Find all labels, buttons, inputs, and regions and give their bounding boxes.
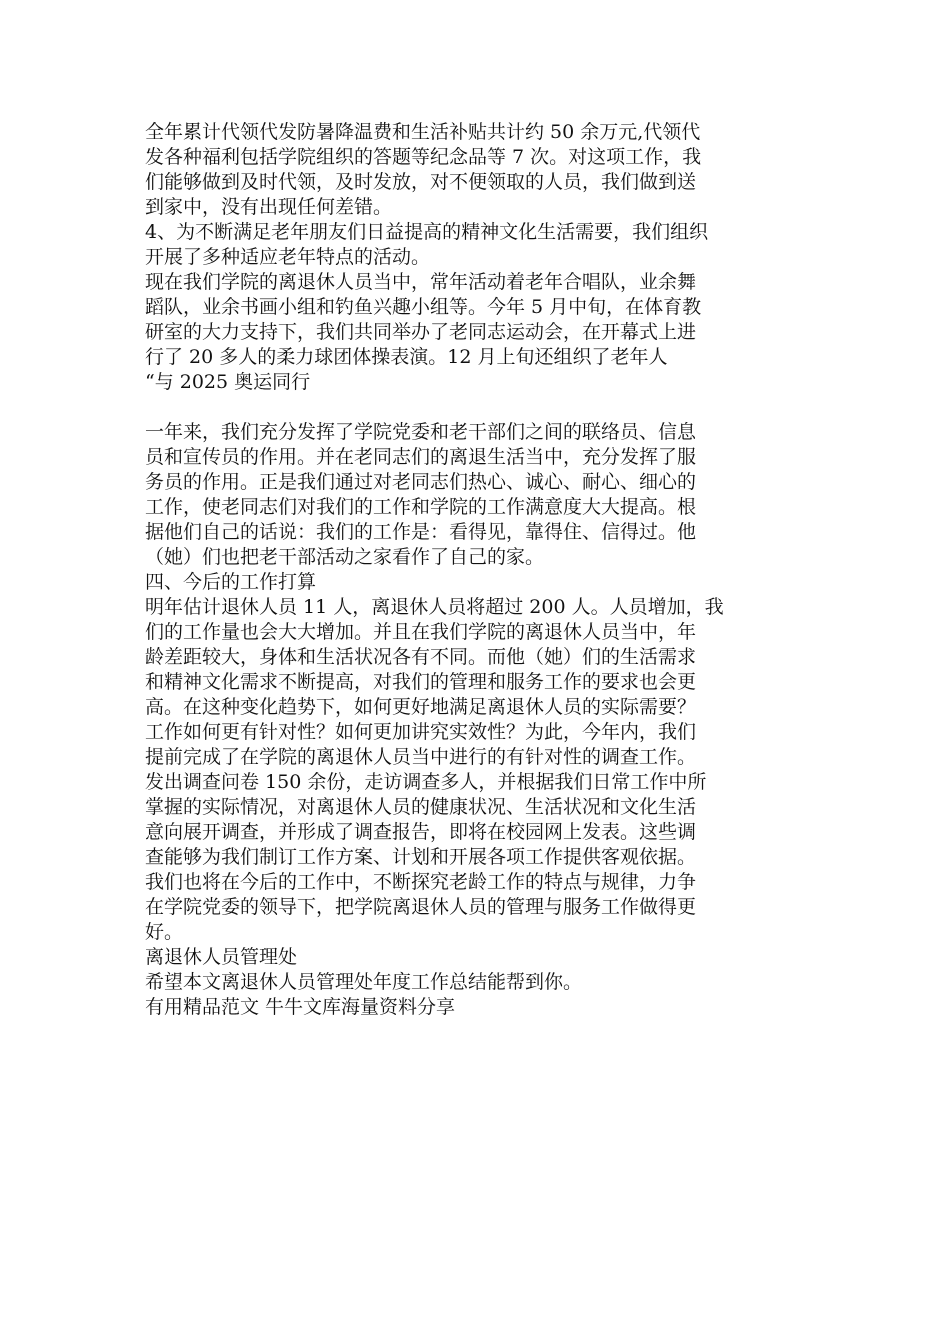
text-line: 高。在这种变化趋势下，如何更好地满足离退休人员的实际需要？: [145, 696, 697, 718]
text-line: 务员的作用。正是我们通过对老同志们热心、诚心、耐心、细心的: [145, 471, 697, 493]
text-line: 查能够为我们制订工作方案、计划和开展各项工作提供客观依据。: [145, 846, 697, 868]
closing-note: [145, 970, 810, 995]
paragraph-activities: [145, 270, 810, 395]
section-heading-future-plans: [145, 570, 810, 595]
text-line: 有用精品范文 牛牛文库海量资料分享: [145, 996, 456, 1018]
text-line: 工作如何更有针对性？如何更加讲究实效性？为此，今年内，我们: [145, 721, 697, 743]
text-line: 据他们自己的话说：我们的工作是：看得见，靠得住、信得过。他: [145, 521, 697, 543]
paragraph-benefits-distribution: [145, 120, 810, 220]
text-line: “与 2025 奥运同行: [145, 371, 311, 393]
signature-department: [145, 945, 810, 970]
text-line: 四、今后的工作打算: [145, 571, 317, 593]
document-page: [145, 120, 810, 1020]
text-line: 研室的大力支持下，我们共同举办了老同志运动会，在开幕式上进: [145, 321, 697, 343]
text-line: 离退休人员管理处: [145, 946, 298, 968]
text-line: 工作，使老同志们对我们的工作和学院的工作满意度大大提高。根: [145, 496, 697, 518]
text-line: 一年来，我们充分发挥了学院党委和老干部们之间的联络员、信息: [145, 421, 697, 443]
text-line: 行了 20 多人的柔力球团体操表演。12 月上旬还组织了老年人: [145, 346, 668, 368]
text-line: 提前完成了在学院的离退休人员当中进行的有针对性的调查工作。: [145, 746, 697, 768]
text-line: 蹈队，业余书画小组和钓鱼兴趣小组等。今年 5 月中旬，在体育教: [145, 296, 702, 318]
text-line: 希望本文离退休人员管理处年度工作总结能帮到你。: [145, 971, 583, 993]
text-line: 我们也将在今后的工作中，不断探究老龄工作的特点与规律，力争: [145, 871, 697, 893]
paragraph-year-summary: [145, 420, 810, 570]
text-line: 现在我们学院的离退休人员当中，常年活动着老年合唱队，业余舞: [145, 271, 697, 293]
text-line: 全年累计代领代发防暑降温费和生活补贴共计约 50 余万元,代领代: [145, 121, 701, 143]
text-line: 4、为不断满足老年朋友们日益提高的精神文化生活需要，我们组织: [145, 221, 709, 243]
text-line: 员和宣传员的作用。并在老同志们的离退生活当中，充分发挥了服: [145, 446, 697, 468]
text-line: 明年估计退休人员 11 人，离退休人员将超过 200 人。人员增加，我: [145, 596, 724, 618]
text-line: 和精神文化需求不断提高，对我们的管理和服务工作的要求也会更: [145, 671, 697, 693]
text-line: （她）们也把老干部活动之家看作了自己的家。: [145, 546, 545, 568]
text-line: 好。: [145, 921, 184, 943]
paragraph-spacer: [145, 395, 810, 420]
text-line: 发各种福利包括学院组织的答题等纪念品等 7 次。对这项工作，我: [145, 146, 702, 168]
text-line: 龄差距较大，身体和生活状况各有不同。而他（她）们的生活需求: [145, 646, 697, 668]
paragraph-item-4-heading: [145, 220, 810, 270]
paragraph-future-plans: [145, 595, 810, 945]
text-line: 在学院党委的领导下，把学院离退休人员的管理与服务工作做得更: [145, 896, 697, 918]
text-line: 们能够做到及时代领，及时发放，对不便领取的人员，我们做到送: [145, 171, 697, 193]
text-line: 发出调查问卷 150 余份，走访调查多人，并根据我们日常工作中所: [145, 771, 707, 793]
text-line: 到家中，没有出现任何差错。: [145, 196, 393, 218]
text-line: 掌握的实际情况，对离退休人员的健康状况、生活状况和文化生活: [145, 796, 697, 818]
text-line: 意向展开调查，并形成了调查报告，即将在校园网上发表。这些调: [145, 821, 697, 843]
text-line: 开展了多种适应老年特点的活动。: [145, 246, 431, 268]
text-line: 们的工作量也会大大增加。并且在我们学院的离退休人员当中，年: [145, 621, 697, 643]
footer-promo: [145, 995, 810, 1020]
